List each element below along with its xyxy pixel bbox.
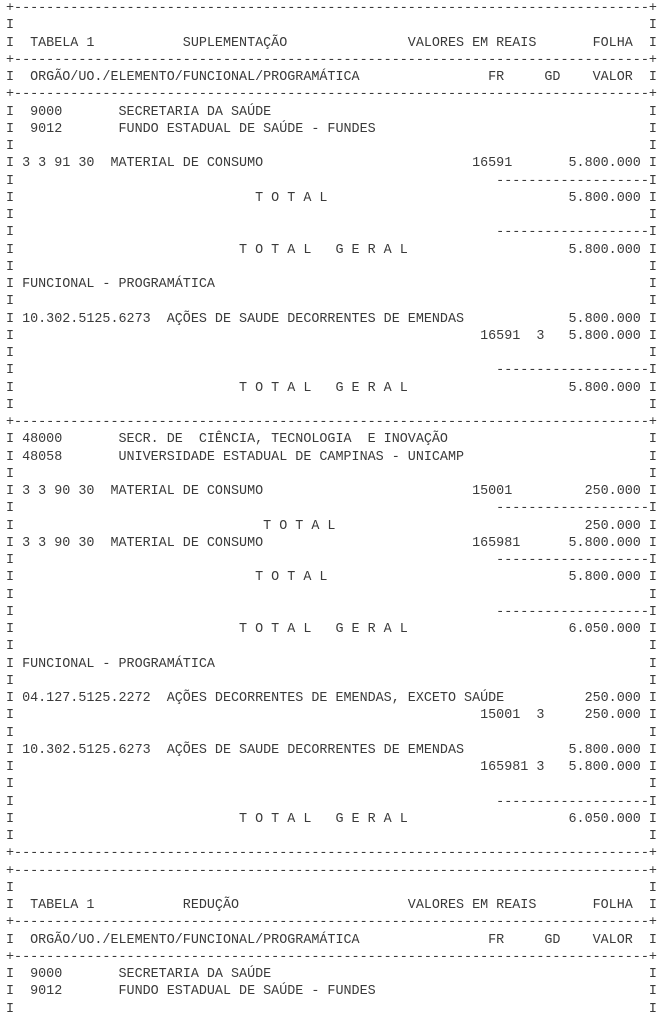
report-line: I I — [6, 259, 657, 275]
report-line: I I — [6, 294, 657, 310]
report-line: I -------------------I — [6, 604, 657, 620]
report-line: I 16591 3 5.800.000 I — [6, 328, 657, 344]
report-line: I 3 3 91 30 MATERIAL DE CONSUMO 16591 5.800.000 I — [6, 156, 657, 172]
report-line: I TABELA 1 REDUÇÃO VALORES EM REAIS FOLHA I — [6, 898, 657, 913]
report-line: I FUNCIONAL - PROGRAMÁTICA I — [6, 277, 657, 292]
report-line: I 3 3 90 30 MATERIAL DE CONSUMO 15001 250.000 I — [6, 484, 657, 499]
report-line: I 3 3 90 30 MATERIAL DE CONSUMO 165981 5.800.000 I — [6, 535, 657, 551]
report-line: I -------------------I — [6, 225, 657, 241]
report-line: I I — [6, 880, 657, 896]
report-line: I I — [6, 673, 657, 689]
report-line: I I — [6, 18, 657, 34]
report-line: I 9000 SECRETARIA DA SAÚDE I — [6, 104, 657, 120]
report-line: I I — [6, 587, 657, 603]
report-line: I ORGÃO/UO./ELEMENTO/FUNCIONAL/PROGRAMÁTICA FR GD VALOR I — [6, 70, 657, 85]
report-line: I I — [6, 777, 657, 793]
report-line: I 48000 SECR. DE CIÊNCIA, TECNOLOGIA E INOVAÇÃO I — [6, 432, 657, 448]
report-line: I I — [6, 466, 657, 482]
report-line: I 10.302.5125.6273 AÇÕES DE SAUDE DECORRENTES DE EMENDAS 5.800.000 I — [6, 311, 657, 327]
report-line: I 9000 SECRETARIA DA SAÚDE I — [6, 967, 657, 982]
separator-line: +-------------------------------------------------------------------------------+ — [6, 1, 657, 16]
report-line: I T O T A L 5.800.000 I — [6, 190, 657, 206]
report-line: I T O T A L 250.000 I — [6, 518, 657, 534]
report-line: I T O T A L G E R A L 6.050.000 I — [6, 622, 657, 637]
report-line: I FUNCIONAL - PROGRAMÁTICA I — [6, 656, 657, 672]
report-line: I I — [6, 725, 657, 741]
separator-line: +-------------------------------------------------------------------------------+ — [6, 846, 657, 862]
separator-line: +-------------------------------------------------------------------------------+ — [6, 52, 657, 68]
report-line: I 15001 3 250.000 I — [6, 708, 657, 724]
report-line: I TABELA 1 SUPLEMENTAÇÃO VALORES EM REAIS FOLHA I — [6, 35, 657, 51]
separator-line: +-------------------------------------------------------------------------------+ — [6, 415, 657, 430]
report-line: I I — [6, 346, 657, 361]
report-line: I I — [6, 139, 657, 154]
report-line: I T O T A L G E R A L 5.800.000 I — [6, 380, 657, 396]
separator-line: +-------------------------------------------------------------------------------+ — [6, 863, 657, 879]
report-line: I I — [6, 208, 657, 223]
report-line: I I — [6, 639, 657, 655]
report-line: I 9012 FUNDO ESTADUAL DE SAÚDE - FUNDES I — [6, 984, 657, 1000]
report-line: I 04.127.5125.2272 AÇÕES DECORRENTES DE EMENDAS, EXCETO SAÚDE 250.000 I — [6, 691, 657, 706]
report-line: I I — [6, 829, 657, 844]
report-line: I ORGÃO/UO./ELEMENTO/FUNCIONAL/PROGRAMÁTICA FR GD VALOR I — [6, 932, 657, 948]
report-line: I 48058 UNIVERSIDADE ESTADUAL DE CAMPINAS - UNICAMP I — [6, 449, 657, 465]
report-line: I -------------------I — [6, 173, 657, 189]
report-line: I -------------------I — [6, 363, 657, 379]
report-line: I -------------------I — [6, 553, 657, 568]
report-line: I -------------------I — [6, 501, 657, 517]
report-line: I I — [6, 397, 657, 413]
report-line: I -------------------I — [6, 794, 657, 810]
report-line: I 10.302.5125.6273 AÇÕES DE SAUDE DECORRENTES DE EMENDAS 5.800.000 I — [6, 742, 657, 758]
separator-line: +-------------------------------------------------------------------------------+ — [6, 87, 657, 103]
report-line: I T O T A L G E R A L 5.800.000 I — [6, 242, 657, 258]
report-line: I T O T A L 5.800.000 I — [6, 570, 657, 586]
report-listing — [6, 0, 657, 1018]
separator-line: +-------------------------------------------------------------------------------+ — [6, 949, 657, 965]
separator-line: +-------------------------------------------------------------------------------+ — [6, 915, 657, 931]
report-line: I 9012 FUNDO ESTADUAL DE SAÚDE - FUNDES I — [6, 121, 657, 137]
report-line: I 165981 3 5.800.000 I — [6, 760, 657, 775]
report-line: I I — [6, 1001, 657, 1017]
report-line: I T O T A L G E R A L 6.050.000 I — [6, 811, 657, 827]
